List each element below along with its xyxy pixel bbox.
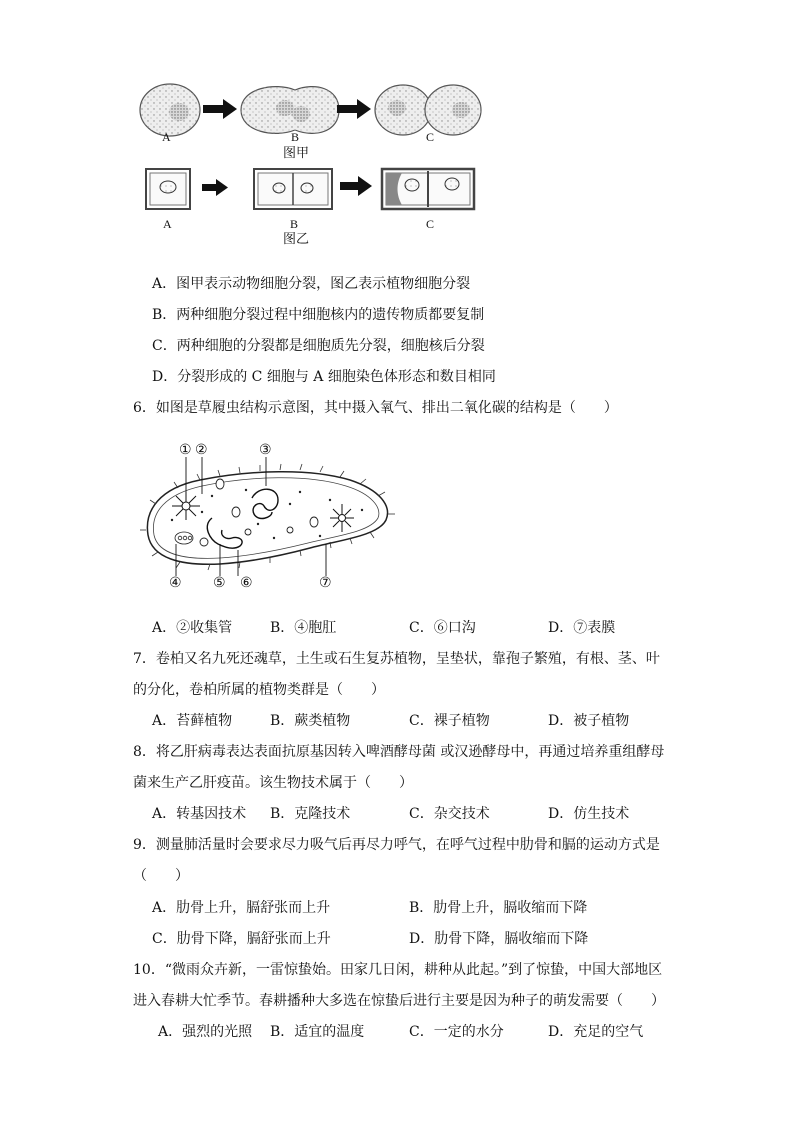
q9-option-c: C．肋骨下降，膈舒张而上升	[152, 931, 331, 947]
plant-cell-c	[382, 169, 474, 209]
q5-option-d: D．分裂形成的 C 细胞与 A 细胞染色体形态和数目相同	[152, 369, 496, 385]
q8-stem-line-1: 8．将乙肝病毒表达表面抗原基因转入啤酒酵母菌 或汉逊酵母中，再通过培养重组酵母	[133, 744, 665, 760]
q9-option-d: D．肋骨下降，膈收缩而下降	[409, 931, 589, 947]
animal-cell-a	[140, 84, 200, 136]
q6-stem: 6．如图是草履虫结构示意图，其中摄入氧气、排出二氧化碳的结构是（ ）	[133, 400, 618, 416]
q5-option-a: A．图甲表示动物细胞分裂，图乙表示植物细胞分裂	[152, 276, 471, 292]
q9-stem-line-2: （ ）	[133, 868, 189, 884]
q8-option-c: C．杂交技术	[409, 806, 490, 822]
paramecium-number-2: ②	[195, 443, 208, 458]
figure-jia-caption: 图甲	[283, 146, 310, 161]
q8-option-d: D．仿生技术	[548, 806, 630, 822]
q7-option-d: D．被子植物	[548, 713, 630, 729]
q6-option-a: A．②收集管	[152, 620, 233, 636]
paramecium-number-7: ⑦	[319, 576, 332, 591]
arrow-icon	[340, 176, 372, 196]
plant-cell-a	[146, 169, 190, 209]
plant-cell-b	[254, 169, 332, 209]
q6-option-c: C．⑥口沟	[409, 620, 476, 636]
q10-stem-line-2: 进入春耕大忙季节。春耕播种大多选在惊蛰后进行主要是因为种子的萌发需要（ ）	[133, 993, 665, 1009]
q10-option-b: B．适宜的温度	[270, 1024, 365, 1040]
animal-cell-c	[375, 85, 481, 135]
figure-yi-label-c: C	[426, 217, 435, 231]
figure-jia-label-c: C	[426, 130, 435, 144]
q9-option-b: B．肋骨上升，膈收缩而下降	[409, 900, 588, 916]
q5-option-c: C．两种细胞的分裂都是细胞质先分裂，细胞核后分裂	[152, 338, 485, 354]
figure-yi-label-b: B	[290, 217, 299, 231]
animal-cell-b	[241, 87, 339, 134]
q8-option-b: B．克隆技术	[270, 806, 351, 822]
q7-stem-line-2: 的分化，卷柏所属的植物类群是（ ）	[133, 682, 385, 698]
arrow-icon	[202, 179, 228, 196]
figure-jia-label-a: A	[162, 130, 171, 144]
q6-option-b: B．④胞肛	[270, 620, 337, 636]
paramecium-number-3: ③	[259, 443, 272, 458]
q9-option-a: A．肋骨上升，膈舒张而上升	[152, 900, 331, 916]
paramecium-number-1: ①	[179, 443, 192, 458]
figure-yi-label-a: A	[163, 217, 172, 231]
q8-stem-line-2: 菌来生产乙肝疫苗。该生物技术属于（ ）	[133, 775, 413, 791]
q8-option-a: A．转基因技术	[152, 806, 247, 822]
figure-yi-caption: 图乙	[283, 232, 310, 247]
q6-option-d: D．⑦表膜	[548, 620, 616, 636]
paramecium-number-5: ⑤	[213, 576, 226, 591]
figure-jia-label-b: B	[291, 130, 300, 144]
figure-jia-animal-cell-division	[135, 78, 495, 168]
arrow-icon	[203, 99, 237, 119]
q7-option-b: B．蕨类植物	[270, 713, 351, 729]
arrow-icon	[337, 99, 371, 119]
paramecium-number-4: ④	[169, 576, 182, 591]
q10-option-d: D．充足的空气	[548, 1024, 644, 1040]
q5-option-b: B．两种细胞分裂过程中细胞核内的遗传物质都要复制	[152, 307, 485, 323]
q9-stem-line-1: 9．测量肺活量时会要求尽力吸气后再尽力呼气，在呼气过程中肋骨和膈的运动方式是	[133, 837, 660, 853]
q10-option-a: A．强烈的光照	[158, 1024, 253, 1040]
q7-option-c: C．裸子植物	[409, 713, 490, 729]
q10-option-c: C．一定的水分	[409, 1024, 504, 1040]
q7-option-a: A．苔藓植物	[152, 713, 233, 729]
paramecium-number-6: ⑥	[240, 576, 253, 591]
figure-yi-plant-cell-division	[140, 165, 490, 217]
paramecium-diagram	[140, 440, 400, 595]
q7-stem-line-1: 7．卷柏又名九死还魂草，土生或石生复苏植物，呈垫状，靠孢子繁殖，有根、茎、叶	[133, 651, 660, 667]
q10-stem-line-1: 10．“微雨众卉新，一雷惊蛰始。田家几日闲，耕种从此起。”到了惊蛰，中国大部地区	[133, 962, 663, 978]
anal-pore	[175, 532, 193, 544]
